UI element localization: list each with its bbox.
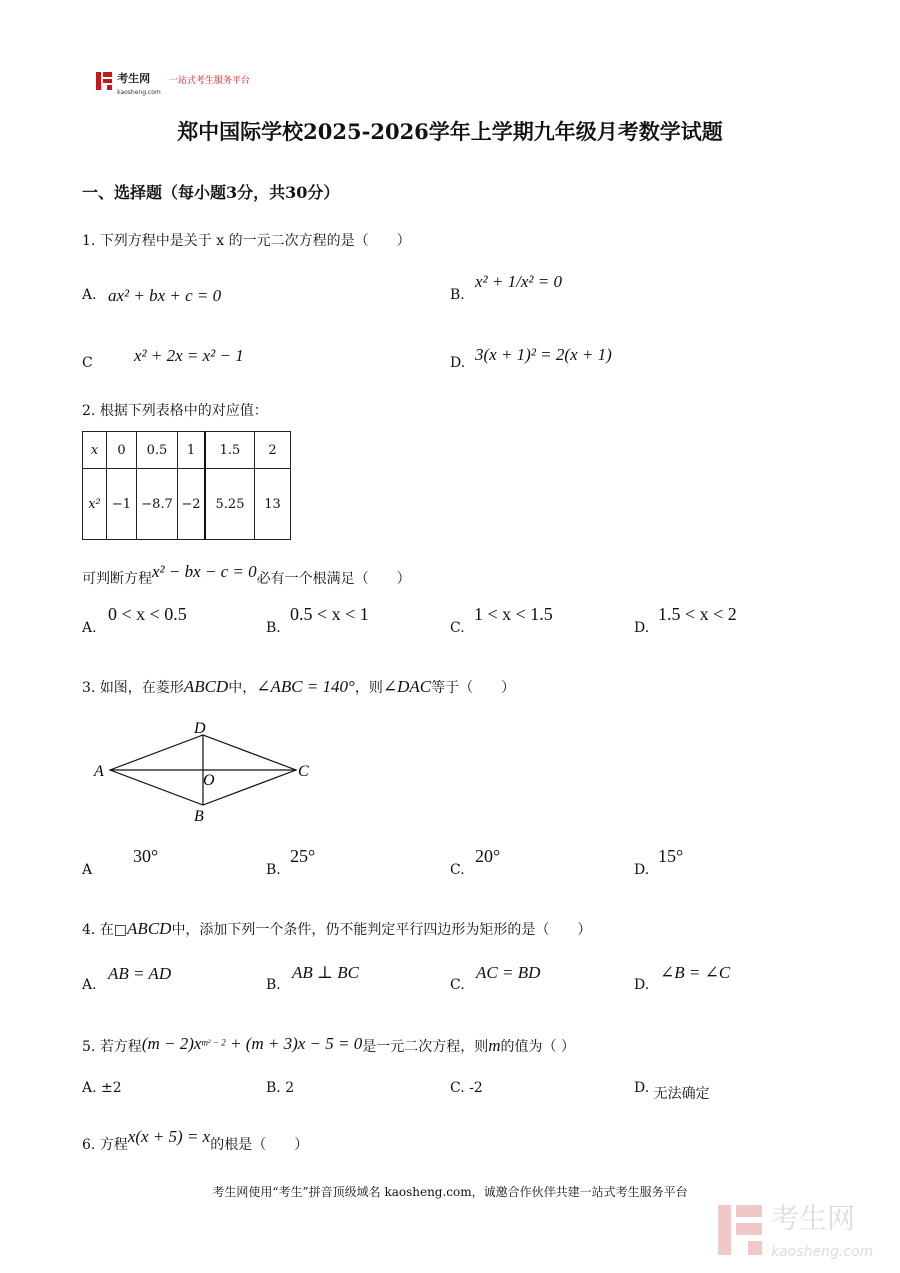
question-6	[82, 1127, 308, 1154]
q6-equation: x(x + 5) = x	[127, 1127, 211, 1146]
q5-option-c	[450, 1080, 483, 1096]
q4-option-a-expr: AB = AD	[108, 964, 172, 983]
q2-number: 2.	[82, 403, 96, 419]
q1-option-d-label: D.	[450, 355, 466, 371]
table-cell: 1	[178, 432, 206, 469]
q1-option-b-label: B.	[450, 287, 465, 303]
q5-option-b-expr: 2	[285, 1080, 295, 1096]
q1-option-a-label: A.	[82, 287, 97, 303]
q3-stem-post1: ，则	[354, 680, 383, 696]
watermark-brand: 考生网	[771, 1202, 856, 1235]
q4-option-d-label: D.	[634, 977, 650, 993]
q2-option-c-expr: 1 < x < 1.5	[474, 604, 553, 624]
q2-stem: 根据下列表格中的对应值：	[99, 403, 268, 419]
q1-option-c-expr: x² + 2x = x² − 1	[134, 346, 244, 365]
q4-option-d-expr: ∠B = ∠C	[660, 963, 731, 982]
q3-option-d-expr: 15°	[658, 846, 684, 866]
q3-stem-post2: 等于（ ）	[431, 680, 516, 696]
q5-stem-end: 的值为（ ）	[500, 1039, 575, 1055]
center-o-label: O	[203, 772, 215, 789]
q5-stem-post: 是一元二次方程，则	[362, 1039, 489, 1055]
table-cell: −8.7	[137, 469, 178, 540]
q2-option-a-expr: 0 < x < 0.5	[108, 604, 187, 624]
values-table	[82, 431, 291, 540]
page-footer: 考生网使用“考生”拼音顶级域名 kaosheng.com，诚邀合作伙伴共建一站式考生服务平台	[212, 1185, 688, 1199]
kaosheng-logo-icon	[96, 72, 112, 90]
q2-stem2-post: 必有一个根满足（ ）	[256, 571, 411, 587]
vertex-d-label: D	[194, 720, 206, 737]
q2-option-b-expr: 0.5 < x < 1	[290, 604, 369, 624]
q5-option-b	[266, 1080, 294, 1096]
q5-exponent: m² − 2	[201, 1037, 226, 1048]
page-title: 郑中国际学校2025-2026学年上学期九年级月考数学试题	[177, 119, 723, 144]
q5-expr-b: + (m + 3)x − 5 = 0	[225, 1034, 363, 1053]
q6-number: 6.	[82, 1137, 96, 1153]
q2-stem-2	[82, 562, 411, 588]
question-4	[82, 919, 591, 939]
q3-angle-dac: ∠DAC	[382, 677, 432, 696]
q2-option-a-label: A.	[82, 620, 97, 636]
table-row	[83, 469, 291, 540]
vertex-a-label: A	[94, 763, 104, 780]
q2-option-d-label: D.	[634, 620, 650, 636]
watermark	[718, 1202, 874, 1266]
question-3	[82, 677, 515, 697]
table-cell: 0.5	[137, 432, 178, 469]
table-row	[83, 432, 291, 469]
q2-option-c-label: C.	[450, 620, 465, 636]
q1-option-c-label: C	[82, 355, 93, 371]
q2-stem2-pre: 可判断方程	[82, 571, 152, 587]
q3-number: 3.	[82, 680, 96, 696]
header-brand: 考生网	[117, 72, 151, 85]
q4-option-c-expr: AC = BD	[476, 963, 541, 982]
q5-option-b-label: B.	[266, 1080, 281, 1096]
table-cell: 13	[255, 469, 291, 540]
q2-option-d-expr: 1.5 < x < 2	[658, 604, 737, 624]
q1-option-b-expr: x² + 1/x² = 0	[475, 272, 562, 291]
table-cell: −1	[107, 469, 137, 540]
table-cell: 0	[107, 432, 137, 469]
q6-stem-pre: 方程	[99, 1137, 128, 1153]
q5-number: 5.	[82, 1039, 96, 1055]
q3-option-d-label: D.	[634, 862, 650, 878]
q5-option-d-expr: 无法确定	[653, 1086, 710, 1102]
table-cell: 2	[255, 432, 291, 469]
q2-equation: x² − bx − c = 0	[152, 562, 257, 581]
q3-option-a-label: A	[82, 862, 93, 878]
q1-option-a-expr: ax² + bx + c = 0	[108, 286, 222, 305]
q5-option-c-label: C.	[450, 1080, 465, 1096]
q3-option-b-label: B.	[266, 862, 281, 878]
q1-option-d-expr: 3(x + 1)² = 2(x + 1)	[475, 345, 612, 364]
header-slogan: 一站式考生服务平台	[168, 76, 250, 86]
table-cell: 5.25	[205, 469, 255, 540]
q3-option-c-expr: 20°	[475, 846, 501, 866]
q3-rhombus-name: ABCD	[183, 677, 229, 696]
q4-option-b-expr: AB ⊥ BC	[292, 963, 359, 982]
watermark-logo-icon	[718, 1205, 762, 1255]
q1-number: 1.	[82, 233, 96, 249]
question-1	[82, 230, 411, 250]
rhombus-figure	[90, 715, 330, 830]
q5-expr-a: (m − 2)x	[141, 1034, 202, 1053]
q5-var-m: m	[488, 1036, 501, 1055]
q4-option-a-label: A.	[82, 977, 97, 993]
q1-stem: 下列方程中是关于 x 的一元二次方程的是（ ）	[99, 233, 411, 249]
q5-option-a-label: A.	[82, 1080, 97, 1096]
table-cell: x²	[83, 469, 107, 540]
question-5	[82, 1034, 575, 1056]
q4-option-b-label: B.	[266, 977, 281, 993]
q4-number: 4.	[82, 922, 96, 938]
table-cell: −2	[178, 469, 206, 540]
q2-option-b-label: B.	[266, 620, 281, 636]
watermark-url: kaosheng.com	[771, 1244, 874, 1260]
header-brand-url: kaosheng.com	[117, 89, 161, 96]
table-cell: 1.5	[205, 432, 255, 469]
q3-option-c-label: C.	[450, 862, 465, 878]
q4-stem-pre: 在□	[99, 922, 128, 938]
q5-option-d	[634, 1080, 710, 1103]
vertex-b-label: B	[194, 808, 204, 825]
q5-option-a-expr: ±2	[101, 1080, 122, 1096]
q3-option-b-expr: 25°	[290, 846, 316, 866]
q5-option-a	[82, 1080, 122, 1096]
vertex-c-label: C	[298, 763, 309, 780]
q4-parallelogram-name: ABCD	[127, 919, 172, 938]
q3-stem-mid: 中，	[228, 680, 257, 696]
section-heading: 一、选择题（每小题3分，共30分）	[82, 183, 340, 202]
q3-stem-pre: 如图，在菱形	[99, 680, 184, 696]
table-cell: x	[83, 432, 107, 469]
q3-angle-abc: ∠ABC = 140°	[256, 677, 355, 696]
question-2	[82, 400, 268, 420]
q4-stem-post: 中，添加下列一个条件，仍不能判定平行四边形为矩形的是（ ）	[171, 922, 592, 938]
q5-option-c-expr: -2	[469, 1080, 483, 1096]
q5-option-d-label: D.	[634, 1080, 650, 1096]
q4-option-c-label: C.	[450, 977, 465, 993]
q3-option-a-expr: 30°	[133, 846, 159, 866]
header-logo	[96, 72, 250, 98]
q5-stem-pre: 若方程	[99, 1039, 142, 1055]
q6-stem-post: 的根是（ ）	[210, 1137, 309, 1153]
